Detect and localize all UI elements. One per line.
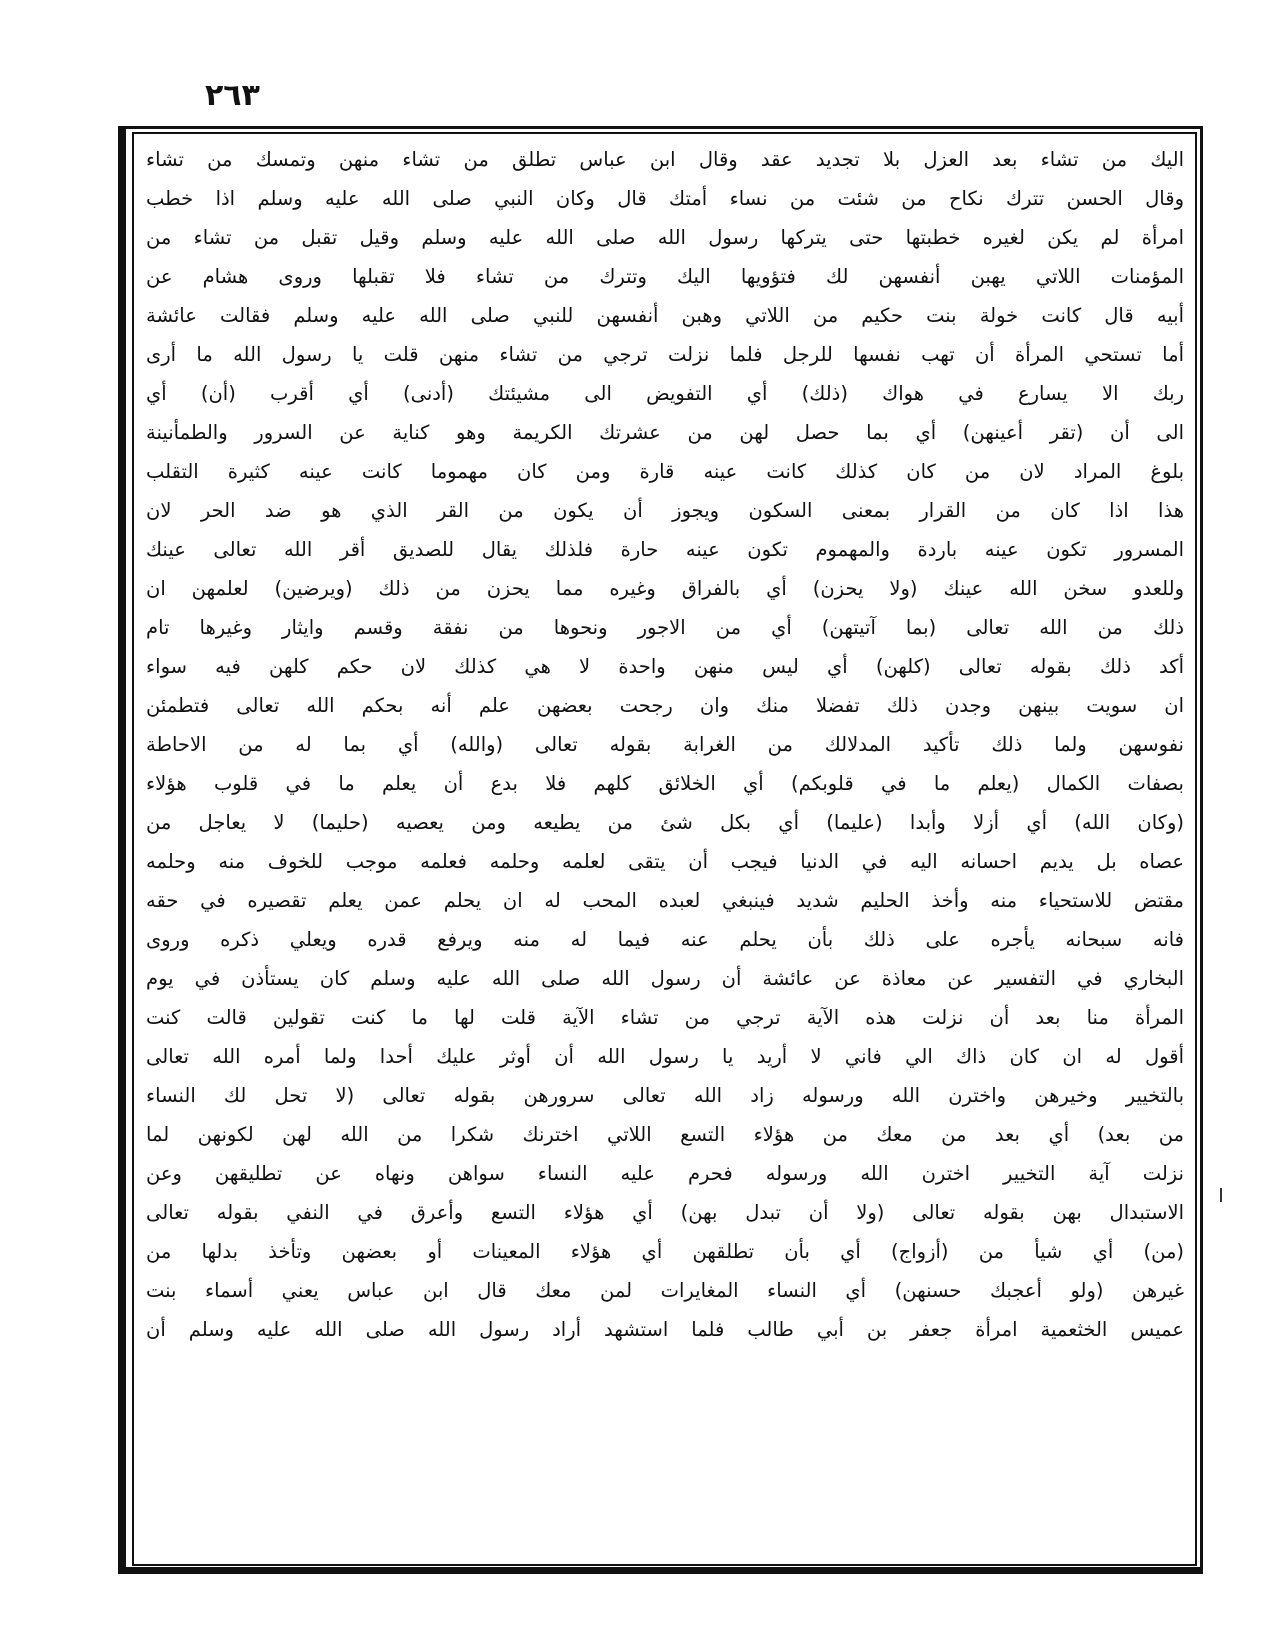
text-line: بصفات الكمال (يعلم ما في قلوبكم) أي الخلائق كلهم فلا بدع أن يعلم ما في قلوب هؤلاء <box>146 772 1184 795</box>
text-line: (من) أي شيأ من (أزواج) أي بأن تطلقهن أي هؤلاء المعينات أو بعضهن وتأخذ بدلها من <box>146 1240 1184 1263</box>
text-line: أما تستحي المرأة أن تهب نفسها للرجل فلما نزلت ترجي من تشاء منهن قلت يا رسول الله ما أرى <box>146 343 1184 366</box>
text-line: أبيه قال كانت خولة بنت حكيم من اللاتي وهبن أنفسهن للنبي صلى الله عليه وسلم فقالت عائشة <box>146 304 1184 327</box>
text-line: اليك من تشاء بعد العزل بلا تجديد عقد وقال ابن عباس تطلق من تشاء منهن وتمسك من تشاء <box>146 148 1184 171</box>
text-line: أكد ذلك بقوله تعالى (كلهن) أي ليس منهن واحدة لا هي كذلك لان حكم كلهن فيه سواء <box>146 655 1184 678</box>
text-line: الى أن (تقر أعينهن) أي بما حصل لهن من عشرتك الكريمة وهو كناية عن السرور والطمأنينة <box>146 421 1184 444</box>
text-line: فانه سبحانه يأجره على ذلك بأن يحلم عنه فيما له منه ويرفع قدره ويعلي ذكره وروى <box>146 928 1184 951</box>
text-line: ربك الا يسارع في هواك (ذلك) أي التفويض الى مشيئتك (أدنى) أي أقرب (أن) أي <box>146 382 1184 405</box>
text-line: وقال الحسن تترك نكاح من شئت من نساء أمتك قال وكان النبي صلى الله عليه وسلم اذا خطب <box>146 187 1184 210</box>
text-line: هذا اذا كان من القرار بمعنى السكون ويجوز أن يكون من القر الذي هو ضد الحر لان <box>146 499 1184 522</box>
text-line: البخاري في التفسير عن معاذة عن عائشة أن رسول الله صلى الله عليه وسلم كان يستأذن في يوم <box>146 967 1184 990</box>
text-line: مقتض للاستحياء منه وأخذ الحليم شديد فينبغي لعبده المحب له ان يحلم عمن يعلم تقصيره في حقه <box>146 889 1184 912</box>
text-line: وللعدو سخن الله عينك (ولا يحزن) أي بالفراق وغيره مما يحزن من ذلك (ويرضين) لعلمهن ان <box>146 577 1184 600</box>
text-line: أقول له ان كان ذاك الي فاني لا أريد يا رسول الله أن أوثر عليك أحدا ولما أمره الله تعالى <box>146 1045 1184 1068</box>
page-number: ٢٦٣ <box>205 78 260 113</box>
text-line: امرأة لم يكن لغيره خطبتها حتى يتركها رسول الله صلى الله عليه وسلم وقيل تقبل من تشاء من <box>146 226 1184 249</box>
text-line: ان سويت بينهن وجدن ذلك تفضلا منك وان رجحت بعضهن علم أنه بحكم الله تعالى فتطمئن <box>146 694 1184 717</box>
text-line: بالتخيير وخيرهن واخترن الله ورسوله زاد الله تعالى سرورهن بقوله تعالى (لا تحل لك النساء <box>146 1084 1184 1107</box>
body-text <box>140 140 1190 1560</box>
text-line: بلوغ المراد لان من كان كذلك كانت عينه قارة ومن كان مهموما كانت عينه كثيرة التقلب <box>146 460 1184 483</box>
text-line: (وكان الله) أي أزلا وأبدا (عليما) أي بكل شئ من يطيعه ومن يعصيه (حليما) لا يعاجل من <box>146 811 1184 834</box>
text-line: الاستبدال بهن بقوله تعالى (ولا أن تبدل بهن) أي هؤلاء التسع وأعرق في النفي بقوله تعالى <box>146 1201 1184 1224</box>
text-line: المرأة منا بعد أن نزلت هذه الآية ترجي من تشاء الآية قلت لها ما كنت تقولين قالت كنت <box>146 1006 1184 1029</box>
text-line: المسرور تكون عينه باردة والمهموم تكون عينه حارة فلذلك يقال للصديق أقر الله تعالى عينك <box>146 538 1184 561</box>
text-line: نزلت آية التخيير اخترن الله ورسوله فحرم عليه النساء سواهن ونهاه عن تطليقهن وعن <box>146 1162 1184 1185</box>
text-line: نفوسهن ولما ذلك تأكيد المدلالك من الغرابة بقوله تعالى (والله) أي بما له من الاحاطة <box>146 733 1184 756</box>
margin-mark <box>1220 1188 1222 1202</box>
text-line: ذلك من الله تعالى (بما آتيتهن) أي من الاجور ونحوها من نفقة وقسم وايثار وغيرها تام <box>146 616 1184 639</box>
text-line: عميس الخثعمية امرأة جعفر بن أبي طالب فلما استشهد أراد رسول الله صلى الله عليه وسلم أن <box>146 1318 1184 1341</box>
text-line: المؤمنات اللاتي يهبن أنفسهن لك فتؤويها اليك وتترك من تشاء فلا تقبلها وروى هشام عن <box>146 265 1184 288</box>
text-line: غيرهن (ولو أعجبك حسنهن) أي النساء المغايرات لمن معك قال ابن عباس يعني أسماء بنت <box>146 1279 1184 1302</box>
text-line: من بعد) أي بعد من معك من هؤلاء التسع اللاتي اخترنك شكرا من الله لهن لكونهن لما <box>146 1123 1184 1146</box>
text-line: عصاه بل يديم احسانه اليه في الدنيا فيجب أن يتقى لعلمه وحلمه فعلمه موجب للخوف منه وحلمه <box>146 850 1184 873</box>
